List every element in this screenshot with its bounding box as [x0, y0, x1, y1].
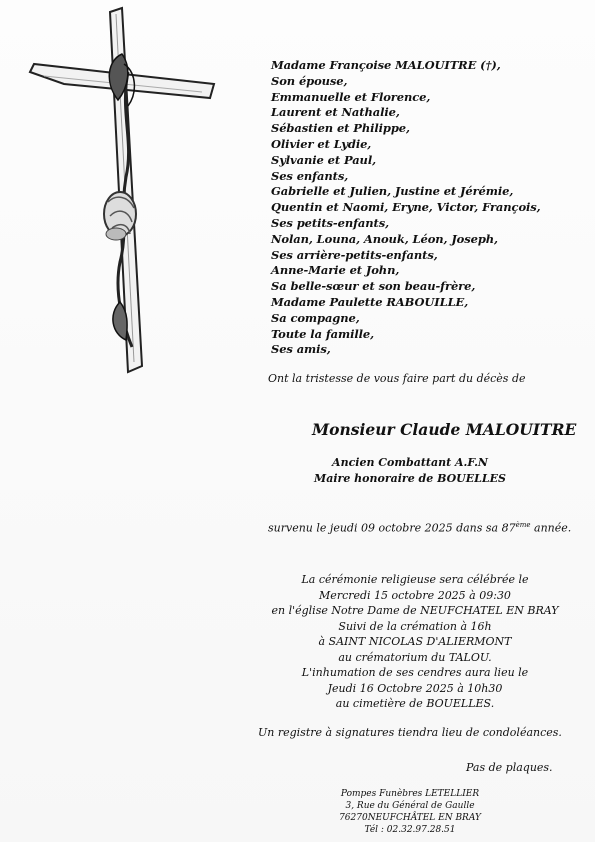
- family-line: Quentin et Naomi, Eryne, Victor, François,: [271, 200, 541, 215]
- family-line: Madame Paulette RABOUILLE,: [271, 294, 469, 309]
- title-line: Maire honoraire de BOUELLES: [314, 472, 506, 485]
- ceremony-line: L'inhumation de ses cendres aura lieu le: [301, 666, 529, 679]
- funeral-home-info: [300, 788, 520, 836]
- deceased-name: Monsieur Claude MALOUITRE: [312, 420, 577, 439]
- family-line: Laurent et Nathalie,: [271, 105, 400, 120]
- family-line: Ses arrière-petits-enfants,: [271, 247, 438, 262]
- family-line: Sa compagne,: [271, 310, 360, 325]
- ceremony-line: Jeudi 16 Octobre 2025 à 10h30: [327, 681, 503, 695]
- family-line: Ses enfants,: [271, 168, 349, 183]
- ordinal-suffix: ème: [515, 521, 531, 529]
- cross-with-rose-icon: [24, 2, 224, 377]
- family-line: Emmanuelle et Florence,: [271, 89, 431, 104]
- death-tail: année.: [530, 521, 572, 535]
- family-line: Nolan, Louna, Anouk, Léon, Joseph,: [271, 231, 498, 246]
- funeral-home-phone: Tél : 02.32.97.28.51: [364, 825, 456, 835]
- family-line: Ses petits-enfants,: [271, 215, 390, 230]
- family-line: Anne-Marie et John,: [271, 263, 400, 278]
- family-line: Son épouse,: [271, 73, 348, 88]
- family-line: Madame Françoise MALOUITRE (†),: [271, 58, 501, 72]
- family-list: [271, 58, 571, 358]
- ceremony-line: Suivi de la crémation à 16h: [338, 619, 492, 633]
- title-line: Ancien Combattant A.F.N: [332, 456, 488, 469]
- funeral-home-street: 3, Rue du Général de Gaulle: [345, 801, 475, 811]
- ceremony-line: en l'église Notre Dame de NEUFCHATEL EN BRAY: [271, 604, 559, 617]
- ceremony-line: au cimetière de BOUELLES.: [335, 697, 495, 710]
- ceremony-line: au crématorium du TALOU.: [338, 650, 492, 664]
- death-notice: [268, 521, 571, 535]
- registry-note: Un registre à signatures tiendra lieu de condoléances.: [258, 726, 562, 739]
- ceremony-details: [255, 572, 575, 712]
- announcement-intro: Ont la tristesse de vous faire part du décès de: [268, 372, 526, 385]
- family-line: Toute la famille,: [271, 326, 375, 341]
- ceremony-line: Mercredi 15 octobre 2025 à 09:30: [319, 588, 511, 602]
- family-line: Sa belle-sœur et son beau-frère,: [271, 279, 476, 294]
- deceased-titles: [300, 455, 520, 487]
- ceremony-line: La cérémonie religieuse sera célébrée le: [301, 573, 529, 586]
- no-plaques-note: Pas de plaques.: [466, 761, 553, 774]
- family-line: Sébastien et Philippe,: [271, 121, 410, 136]
- family-line: Sylvanie et Paul,: [271, 152, 376, 167]
- ceremony-line: à SAINT NICOLAS D'ALIERMONT: [318, 635, 512, 648]
- funeral-home-name: Pompes Funèbres LETELLIER: [340, 789, 480, 799]
- funeral-home-city: 76270NEUFCHÂTEL EN BRAY: [339, 813, 481, 823]
- family-line: Ses amis,: [271, 342, 331, 357]
- family-line: Olivier et Lydie,: [271, 136, 372, 151]
- family-line: Gabrielle et Julien, Justine et Jérémie,: [271, 184, 514, 199]
- death-text: survenu le jeudi 09 octobre 2025 dans sa 87: [268, 521, 516, 535]
